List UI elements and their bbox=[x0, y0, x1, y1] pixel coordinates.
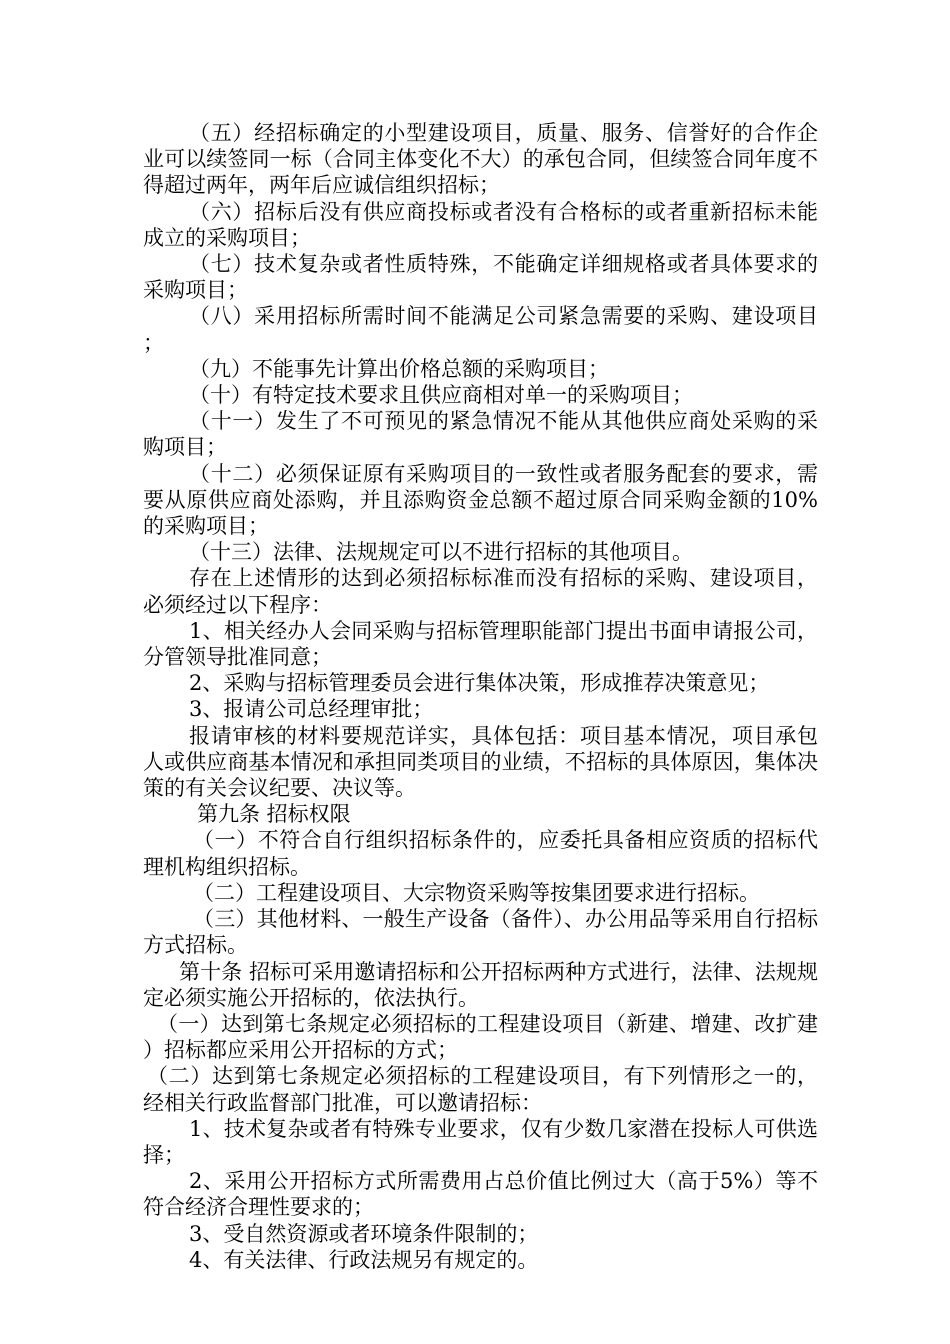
paragraph-item-7: （七）技术复杂或者性质特殊，不能确定详细规格或者具体要求的采购项目； bbox=[143, 252, 818, 303]
paragraph-item-5: （五）经招标确定的小型建设项目，质量、服务、信誉好的合作企业可以续签同一标（合同主体变化不大）的承包合同，但续签合同年度不得超过两年，两年后应诚信组织招标； bbox=[143, 121, 818, 198]
invite-condition-4: 4、有关法律、行政法规另有规定的。 bbox=[189, 1247, 539, 1272]
procedure-step-3: 3、报请公司总经理审批； bbox=[189, 697, 434, 722]
paragraph-procedure-intro: 存在上述情形的达到必须招标标准而没有招标的采购、建设项目，必须经过以下程序： bbox=[143, 566, 818, 617]
article-9-item-2: （二）工程建设项目、大宗物资采购等按集团要求进行招标。 bbox=[193, 880, 760, 905]
paragraph-item-10: （十）有特定技术要求且供应商相对单一的采购项目； bbox=[189, 383, 693, 408]
paragraph-materials: 报请审核的材料要规范详实，具体包括：项目基本情况，项目承包人或供应商基本情况和承担同类项目的业绩，不招标的具体原因，集体决策的有关会议纪要、决议等。 bbox=[143, 723, 818, 801]
procedure-step-1: 1、相关经办人会同采购与招标管理职能部门提出书面申请报公司，分管领导批准同意； bbox=[143, 618, 818, 670]
paragraph-item-11: （十一）发生了不可预见的紧急情况不能从其他供应商处采购的采购项目； bbox=[143, 409, 818, 460]
article-9-heading: 第九条 招标权限 bbox=[197, 802, 351, 827]
document-body bbox=[143, 120, 818, 1273]
invite-condition-1: 1、技术复杂或者有特殊专业要求，仅有少数几家潜在投标人可供选择； bbox=[143, 1116, 818, 1167]
article-10-item-2: （二）达到第七条规定必须招标的工程建设项目，有下列情形之一的，经相关行政监督部门批准，可以邀请招标： bbox=[143, 1064, 818, 1115]
invite-condition-3: 3、受自然资源或者环境条件限制的； bbox=[189, 1221, 539, 1246]
article-9-item-1: （一）不符合自行组织招标条件的，应委托具备相应资质的招标代理机构组织招标。 bbox=[143, 828, 818, 879]
paragraph-item-9: （九）不能事先计算出价格总额的采购项目； bbox=[189, 356, 609, 381]
article-9-item-3: （三）其他材料、一般生产设备（备件）、办公用品等采用自行招标方式招标。 bbox=[143, 907, 818, 958]
paragraph-item-13: （十三）法律、法规规定可以不进行招标的其他项目。 bbox=[189, 540, 693, 565]
article-10-item-1: （一）达到第七条规定必须招标的工程建设项目（新建、增建、改扩建）招标都应采用公开招标的方式； bbox=[143, 1011, 818, 1063]
paragraph-item-12: （十二）必须保证原有采购项目的一致性或者服务配套的要求，需要从原供应商处添购，并且添购资金总额不超过原合同采购金额的10%的采购项目； bbox=[143, 461, 818, 539]
procedure-step-2: 2、采购与招标管理委员会进行集体决策，形成推荐决策意见； bbox=[189, 671, 770, 696]
paragraph-item-8: （八）采用招标所需时间不能满足公司紧急需要的采购、建设项目； bbox=[143, 304, 818, 355]
article-10-heading: 第十条 招标可采用邀请招标和公开招标两种方式进行，法律、法规规定必须实施公开招标的，依法执行。 bbox=[143, 959, 818, 1010]
paragraph-item-6: （六）招标后没有供应商投标或者没有合格标的或者重新招标未能成立的采购项目； bbox=[143, 199, 818, 250]
invite-condition-2: 2、采用公开招标方式所需费用占总价值比例过大（高于5%）等不符合经济合理性要求的； bbox=[143, 1169, 818, 1220]
